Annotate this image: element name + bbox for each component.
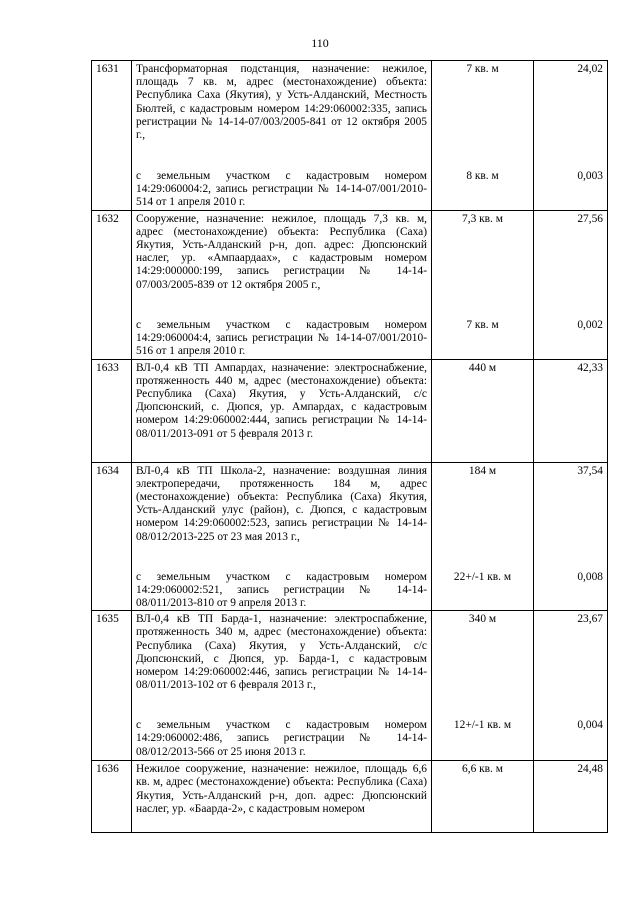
value-cell: [534, 359, 608, 462]
row-number: 1636: [92, 761, 132, 833]
row-number: 1632: [92, 210, 132, 359]
object-main-text: ВЛ-0,4 кВ ТП Барда-1, назначение: электроспабжение, протяженность 340 м, адрес (местонахождение) объекта: Республика (Саха) Якутия, у Усть-Алданский, с/с Дюпсюнский, с Дюпся, ур. Барда-1, с кадастровым номером 14:29:060002:446, запись регистрации № 14-14-08/011/2013-102 от 6 февраля 2013 г.,: [136, 613, 427, 692]
value-cell: [534, 462, 608, 611]
area-cell: [432, 761, 534, 833]
table-row: [92, 761, 608, 833]
land-area: 8 кв. м: [466, 170, 499, 182]
object-area: 7 кв. м: [466, 63, 499, 75]
object-main-text: Трансформаторная подстанция, назначение: нежилое, площадь 7 кв. м, адрес (местонахождение) объекта: Республика Саха (Якутия), у Усть-Алданский, Местность Бюлтей, с кадастровым номером 14:29:060002:335, запись регистрации № 14-14-07/003/2005-841 от 12 октября 2005 г.,: [136, 63, 427, 142]
row-number: 1631: [92, 61, 132, 211]
object-value: 42,33: [577, 361, 603, 374]
land-area: 12+/-1 кв. м: [453, 719, 512, 732]
value-cell: [534, 611, 608, 761]
value-cell: [534, 61, 608, 211]
object-main-text: ВЛ-0,4 кВ ТП Школа-2, назначение: воздушная линия электропередачи, протяженность 184 м, адрес (местонахождение) объекта: Республика (Саха) Якутия, Усть-Алданский улус (район), с. Дюпся, с кадастровым номером 14:29:060002:523, запись регистрации № 14-14-08/012/2013-225 от 23 мая 2013 г.,: [136, 464, 427, 543]
row-number: 1634: [92, 462, 132, 611]
land-value: 0,003: [577, 170, 603, 182]
object-area: 184 м: [468, 464, 497, 477]
object-value: 37,54: [577, 464, 603, 477]
table-row: [92, 359, 608, 462]
object-area: 7,3 кв. м: [462, 212, 503, 225]
table-row: [92, 462, 608, 611]
land-value: 0,002: [577, 318, 603, 331]
value-cell: [534, 761, 608, 833]
area-cell: [432, 611, 534, 761]
object-main-text: Сооружение, назначение: нежилое, площадь 7,3 кв. м, адрес (местонахождение) объекта: Республика (Саха) Якутия, Усть-Алданский р-н, доп. адрес: Дюпсюнский наслег, ур. «Ампаардаах», с кадастровым номером 14:29:000000:199, запись регистрации № 14-14-07/003/2005-839 от 12 октября 2005 г.,: [136, 212, 427, 291]
object-description: [132, 210, 432, 359]
value-cell: [534, 210, 608, 359]
object-description: [132, 462, 432, 611]
object-main-text: ВЛ-0,4 кВ ТП Ампардах, назначение: электроснабжение, протяженность 440 м, адрес (местонахождение) объекта: Республика (Саха) Якутия, у Усть-Алданский, с/с Дюпсюнский, с. Дюпся, ур. Ампардах, с кадастровым номером 14:29:060002:444, запись регистрации № 14-14-08/011/2013-091 от 5 февраля 2013 г.: [136, 361, 427, 440]
object-description: [132, 761, 432, 833]
object-area: 340 м: [468, 613, 497, 626]
table-row: [92, 61, 608, 211]
property-registry-table: [91, 60, 608, 833]
row-number: 1633: [92, 359, 132, 462]
area-cell: [432, 359, 534, 462]
object-value: 23,67: [577, 613, 603, 626]
object-main-text: Нежилое сооружение, назначение: нежилое, площадь 6,6 кв. м, адрес (местонахождение) объекта: Республика (Саха) Якутия, Усть-Алданский р-н, доп. адрес: Дюпсюнский наслег, ур. «Баарда-2», с кадастровым номером: [136, 763, 427, 815]
land-plot-text: с земельным участком с кадастровым номером 14:29:060004:4, запись регистрации № 14-14-07/001/2010-516 от 1 апреля 2010 г.: [136, 318, 427, 358]
page-number: 110: [311, 36, 329, 50]
object-description: [132, 359, 432, 462]
table-row: [92, 210, 608, 359]
object-area: 440 м: [468, 361, 497, 374]
object-description: [132, 61, 432, 211]
land-plot-text: с земельным участком с кадастровым номером 14:29:060002:486, запись регистрации № 14-14-08/012/2013-566 от 25 июня 2013 г.: [136, 719, 427, 758]
table-row: [92, 611, 608, 761]
area-cell: [432, 210, 534, 359]
object-value: 24,02: [577, 63, 603, 75]
row-number: 1635: [92, 611, 132, 761]
object-area: 6,6 кв. м: [462, 763, 503, 776]
object-value: 24,48: [577, 763, 603, 776]
land-plot-text: с земельным участком с кадастровым номером 14:29:060004:2, запись регистрации № 14-14-07/001/2010-514 от 1 апреля 2010 г.: [136, 170, 427, 209]
area-cell: [432, 462, 534, 611]
object-description: [132, 611, 432, 761]
object-value: 27,56: [577, 212, 603, 225]
area-cell: [432, 61, 534, 211]
land-area: 7 кв. м: [466, 318, 499, 331]
land-area: 22+/-1 кв. м: [453, 570, 512, 583]
land-value: 0,008: [577, 570, 603, 583]
land-plot-text: с земельным участком с кадастровым номером 14:29:060002:521, запись регистрации № 14-14-08/011/2013-810 от 9 апреля 2013 г.: [136, 570, 427, 610]
land-value: 0,004: [577, 719, 603, 732]
